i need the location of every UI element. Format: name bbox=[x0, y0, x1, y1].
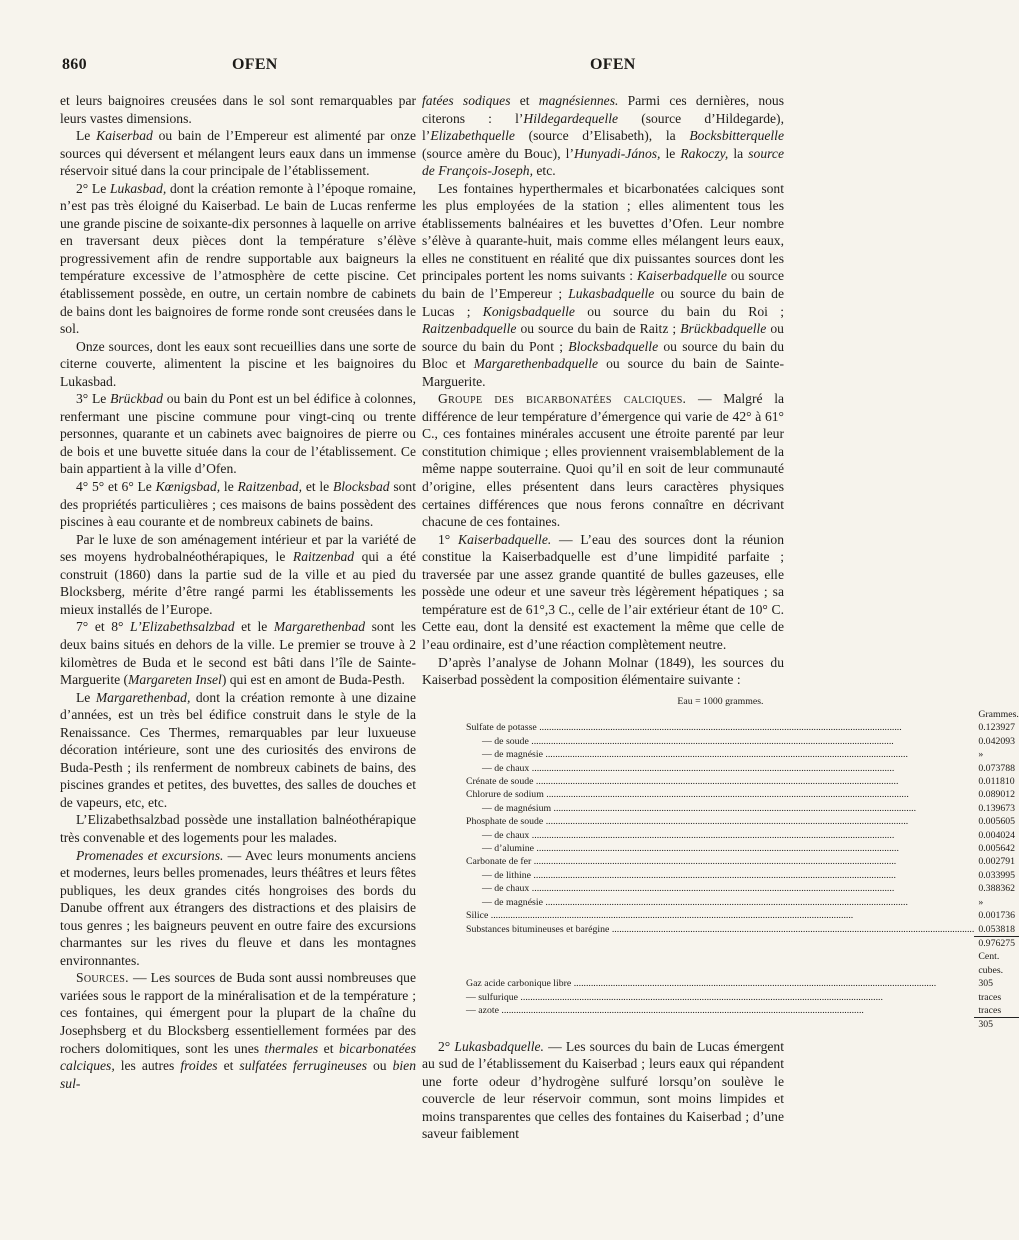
gas-unit-label: Cent. cubes. bbox=[978, 951, 1004, 976]
table-row bbox=[422, 882, 1019, 895]
table-row bbox=[422, 896, 1019, 909]
row-label: Phosphate de soude ..... bbox=[466, 816, 908, 827]
paragraph: 3° Le Brückbad ou bain du Pont est un bel édifice à colonnes, renfermant une piscine commune pour vingt-cinq ou trente personnes, quarante et un cabinets avec baignoires de pierre ou de bois et une buvette située dans la cour de l’établissement. Ce bain appartient à la ville d’Ofen. bbox=[60, 391, 416, 477]
table-row bbox=[422, 869, 1019, 882]
left-column bbox=[60, 92, 416, 1092]
running-title-right: OFEN bbox=[590, 56, 636, 73]
unit-label: Grammes. bbox=[978, 709, 1019, 720]
row-value: 0.004024 bbox=[978, 829, 1016, 841]
row-label: Chlorure de sodium ..... bbox=[466, 789, 909, 800]
row-value: 0.002791 bbox=[978, 856, 1016, 868]
row-label: — de soude ..... bbox=[482, 736, 894, 747]
paragraph: D’après l’analyse de Johann Molnar (1849), les sources du Kaiserbad possèdent la composition élémentaire suivante : bbox=[422, 654, 784, 688]
page-number: 860 bbox=[62, 56, 87, 73]
table-title: Eau = 1000 grammes. bbox=[677, 695, 764, 707]
table-row bbox=[422, 855, 1019, 868]
row-label: — azote ..... bbox=[466, 1005, 864, 1016]
row-value: 0.388362 bbox=[978, 883, 1016, 895]
paragraph: L’Elizabethsalzbad possède une installation balnéothérapique très convenable et des logements pour les malades. bbox=[60, 812, 416, 845]
row-label: — d’alumine ..... bbox=[482, 843, 899, 854]
row-value: » bbox=[978, 749, 984, 761]
running-title-left: OFEN bbox=[232, 56, 278, 73]
row-label: — sulfurique ..... bbox=[466, 992, 883, 1003]
table-row bbox=[422, 735, 1019, 748]
paragraph: Le Kaiserbad ou bain de l’Empereur est alimenté par onze sources qui déversent et mélangent leurs eaux dans un immense réservoir situé dans la cour principale de l’établissement. bbox=[60, 128, 416, 179]
row-label: — de magnésie ..... bbox=[482, 897, 908, 908]
paragraph: 4° 5° et 6° Le Kœnigsbad, le Raitzenbad, et le Blocksbad sont des propriétés particulières ; ces maisons de bains possèdent des piscines à eau courante et de nombreux cabinets de bains. bbox=[60, 479, 417, 530]
row-label: Carbonate de fer ..... bbox=[466, 856, 896, 867]
row-value: 0.005642 bbox=[978, 843, 1016, 855]
row-label: — de magnésium ..... bbox=[482, 803, 916, 814]
table-row bbox=[422, 788, 1019, 801]
row-label: Substances bitumineuses et barégine ..... bbox=[466, 924, 974, 935]
row-label: — de chaux ..... bbox=[482, 830, 894, 841]
row-label: — de chaux ..... bbox=[482, 763, 894, 774]
row-label: — de lithine ..... bbox=[482, 870, 896, 881]
row-value: traces bbox=[978, 1004, 1002, 1016]
paragraph: Promenades et excursions. — Avec leurs monuments anciens et modernes, leurs belles promenades, leurs théâtres et leurs fêtes publiques, les deux grandes cités hongroises des bords du Danube offrent aux étrangers des distractions et des plaisirs de tous genres ; les baigneurs peuvent en outre faire des excursions charmantes sur les rives du fleuve et dans les montagnes environnantes. bbox=[60, 847, 416, 968]
table-row bbox=[422, 815, 1019, 828]
paragraph: fatées sodiques et magnésiennes. Parmi ces dernières, nous citerons : l’Hildegardequelle (source d’Hildegarde), l’Elizabethquelle (source d’Elisabeth), la Bocksbitterquelle (source amère du Bouc), l’Hunyadi-János, le Rakoczy, la source de François-Joseph, etc. bbox=[422, 93, 784, 179]
row-value: traces bbox=[978, 991, 1002, 1003]
paragraph: Onze sources, dont les eaux sont recueillies dans une sorte de citerne couverte, alimentent la piscine et les baignoires du Lukasbad. bbox=[60, 338, 416, 389]
row-value: 0.073788 bbox=[978, 762, 1016, 774]
paragraph: Sources. — Les sources de Buda sont aussi nombreuses que variées sous le rapport de la minéralisation et de la température ; ces fontaines, qui émergent pour la plupart de la chaîne du Josephsberg et du Blocksberg essentiellement formées par des rochers dolomitiques, sont les unes thermales et bicarbonatées calciques, les autres froides et sulfatées ferrugineuses ou bien sul- bbox=[60, 970, 416, 1091]
table-row bbox=[422, 721, 1019, 734]
gas-total: 305 bbox=[974, 1018, 1019, 1032]
row-value: 0.005605 bbox=[978, 816, 1016, 828]
row-value: 0.139673 bbox=[978, 802, 1016, 814]
paragraph: 2° Le Lukasbad, dont la création remonte à l’époque romaine, n’est pas très éloigné du Kaiserbad. Le bain de Lucas renferme une grande piscine de soixante-dix personnes à laquelle on arrive en traversant deux pièces dont la température s’élève progressivement afin de rendre supportable aux baigneurs la température excessive de l’atmosphère de cette piscine. Cet établissement possède, en outre, un certain nombre de cabinets de bains dont les baignoires de forme ronde sont creusées dans le sol. bbox=[60, 180, 417, 337]
table-row bbox=[422, 775, 1019, 788]
paragraph: Les fontaines hyperthermales et bicarbonatées calciques sont les plus employées de la station ; elles alimentent tous les établissements balnéaires et les buvettes d’Ofen. Leur nombre s’élève à quarante-huit, mais comme elles mélangent leurs eaux, elles ne constituent en réalité que dix puissantes sources dont les principales portent les noms suivants : Kaiserbadquelle ou source du bain de l’Empereur ; Lukasbadquelle ou source du bain de Lucas ; Konigsbadquelle ou source du bain du Roi ; Raitzenbadquelle ou source du bain de Raitz ; Brückbadquelle ou source du bain du Pont ; Blocksbadquelle ou source du bain du Bloc et Margarethenbadquelle ou source du bain de Sainte-Marguerite. bbox=[422, 180, 785, 389]
row-value: 0.053818 bbox=[978, 923, 1016, 935]
paragraph: 1° Kaiserbadquelle. — L’eau des sources dont la réunion constitue la Kaiserbadquelle est d’une limpidité parfaite ; traversée par une assez grande quantité de bulles gazeuses, elle possède une odeur et une saveur très légèrement hépatiques ; sa température est de 61°,3 C., celle de l’air extérieur étant de 10° C. Cette eau, dont la densité est exactement la même que celle de l’eau ordinaire, est d’une réaction complètement neutre. bbox=[422, 531, 784, 652]
composition-table bbox=[422, 695, 1019, 1032]
table-row bbox=[422, 829, 1019, 842]
composition-total: 0.976275 bbox=[974, 936, 1019, 950]
row-label: Silice ..... bbox=[466, 910, 853, 921]
paragraph: et leurs baignoires creusées dans le sol sont remarquables par leurs vastes dimensions. bbox=[60, 93, 416, 126]
paragraph: Le Margarethenbad, dont la création remonte à une dizaine d’années, est un très bel édifice construit dans le style de la Renaissance. Ces Thermes, remarquables par leur luxueuse décoration intérieure, sont une des curiosités des environs de Buda-Pesth ; ils renferment de nombreux cabinets de bains, des piscines grandes et petites, des buvettes, des salles de douches et de vapeurs, etc, etc. bbox=[60, 689, 416, 810]
row-value: 305 bbox=[978, 978, 994, 990]
table-row bbox=[422, 802, 1019, 815]
table-row bbox=[422, 748, 1019, 761]
row-label: — de magnésie ..... bbox=[482, 749, 908, 760]
paragraph: Par le luxe de son aménagement intérieur et par la variété de ses moyens hydrobalnéothérapiques, le Raitzenbad qui a été construit (1860) dans la partie sud de la ville et au pied du Blocksberg, mérite d’être rangé parmi les établissements les mieux installés de l’Europe. bbox=[60, 531, 416, 617]
table-row bbox=[422, 909, 1019, 922]
row-label: Sulfate de potasse ..... bbox=[466, 722, 902, 733]
gas-row bbox=[422, 1004, 1019, 1018]
table-row bbox=[422, 762, 1019, 775]
paragraph: Groupe des bicarbonatées calciques. — Malgré la différence de leur température d’émergence qui varie de 42° à 61° C., ces fontaines minérales accusent une étroite parenté par leur constitution chimique ; elles proviennent vraisemblablement de la même nappe souterraine. Quoi qu’il en soit de leur communauté d’origine, elles présentent dans leurs caractères physiques certaines différences que nous ferons connaître en décrivant chacune de ces fontaines. bbox=[422, 391, 785, 530]
table-row bbox=[422, 923, 1019, 937]
row-value: 0.123927 bbox=[978, 722, 1016, 734]
row-label: Gaz acide carbonique libre ..... bbox=[466, 978, 936, 989]
row-value: » bbox=[978, 896, 984, 908]
paragraph: 7° et 8° L’Elizabethsalzbad et le Margarethenbad sont les deux bains situés en dehors de la ville. Le premier se trouve à 2 kilomètres de Buda et le second est bâti dans l’île de Sainte-Marguerite (Margareten Insel) qui est en amont de Buda-Pesth. bbox=[60, 619, 416, 688]
row-value: 0.089012 bbox=[978, 789, 1016, 801]
row-value: 0.011810 bbox=[978, 776, 1015, 788]
row-value: 0.033995 bbox=[978, 869, 1016, 881]
gas-row bbox=[422, 991, 1019, 1004]
table-row bbox=[422, 842, 1019, 855]
row-label: — de chaux ..... bbox=[482, 883, 894, 894]
paragraph: 2° Lukasbadquelle. — Les sources du bain de Lucas émergent au sud de l’établissement du Kaiserbad ; leurs eaux qui répandent une forte odeur d’hydrogène sulfuré lorsqu’on soulève le couvercle de leur réservoir commun, sont moins limpides et moins transparentes que celles des fontaines du Kaiserbad ; d’une saveur faiblement bbox=[422, 1038, 784, 1142]
gas-row bbox=[422, 977, 1019, 990]
right-column bbox=[422, 92, 1019, 1143]
row-value: 0.001736 bbox=[978, 910, 1016, 922]
row-label: Crénate de soude ..... bbox=[466, 776, 898, 787]
row-value: 0.042093 bbox=[978, 735, 1016, 747]
